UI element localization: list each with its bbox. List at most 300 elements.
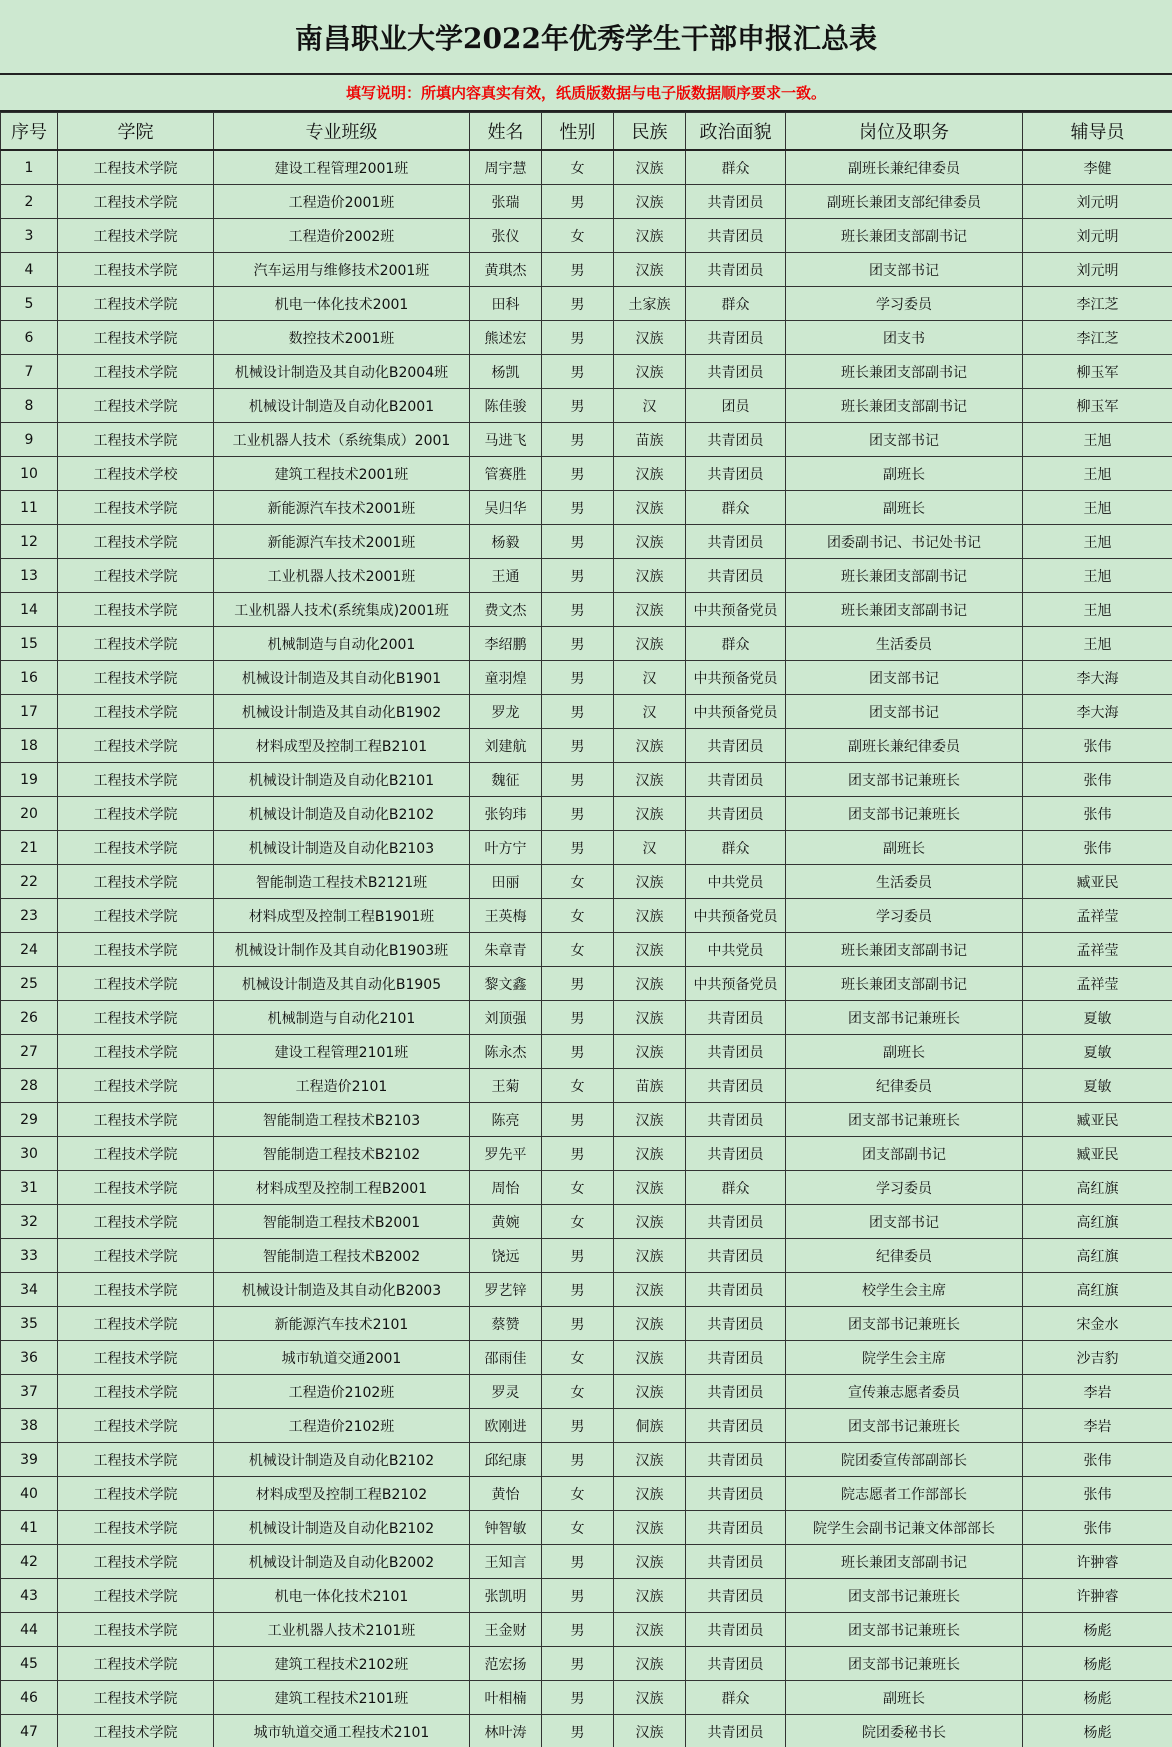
cell-index[interactable]: 38 — [1, 1409, 58, 1443]
cell-political-status[interactable]: 共青团员 — [686, 1375, 786, 1409]
cell-index[interactable]: 47 — [1, 1715, 58, 1747]
cell-counselor[interactable]: 许翀睿 — [1023, 1545, 1172, 1579]
cell-college[interactable]: 工程技术学院 — [58, 1171, 214, 1205]
cell-counselor[interactable]: 宋金水 — [1023, 1307, 1172, 1341]
cell-index[interactable]: 3 — [1, 219, 58, 253]
cell-index[interactable]: 18 — [1, 729, 58, 763]
cell-ethnicity[interactable]: 汉族 — [614, 1511, 686, 1545]
cell-index[interactable]: 23 — [1, 899, 58, 933]
cell-counselor[interactable]: 王旭 — [1023, 627, 1172, 661]
cell-major-class[interactable]: 机械设计制造及自动化B2002 — [214, 1545, 470, 1579]
cell-major-class[interactable]: 建设工程管理2101班 — [214, 1035, 470, 1069]
cell-counselor[interactable]: 张伟 — [1023, 1443, 1172, 1477]
cell-name[interactable]: 费文杰 — [470, 593, 542, 627]
cell-index[interactable]: 31 — [1, 1171, 58, 1205]
cell-gender[interactable]: 男 — [542, 593, 614, 627]
cell-ethnicity[interactable]: 汉族 — [614, 1579, 686, 1613]
cell-ethnicity[interactable]: 汉 — [614, 831, 686, 865]
cell-ethnicity[interactable]: 汉族 — [614, 899, 686, 933]
cell-major-class[interactable]: 城市轨道交通2001 — [214, 1341, 470, 1375]
cell-major-class[interactable]: 工程造价2102班 — [214, 1409, 470, 1443]
cell-political-status[interactable]: 共青团员 — [686, 1001, 786, 1035]
cell-index[interactable]: 12 — [1, 525, 58, 559]
cell-position[interactable]: 副班长兼团支部纪律委员 — [786, 185, 1023, 219]
cell-position[interactable]: 班长兼团支部副书记 — [786, 355, 1023, 389]
cell-index[interactable]: 8 — [1, 389, 58, 423]
cell-political-status[interactable]: 共青团员 — [686, 219, 786, 253]
cell-name[interactable]: 王金财 — [470, 1613, 542, 1647]
cell-ethnicity[interactable]: 汉族 — [614, 1273, 686, 1307]
cell-political-status[interactable]: 共青团员 — [686, 321, 786, 355]
cell-gender[interactable]: 男 — [542, 1001, 614, 1035]
cell-position[interactable]: 班长兼团支部副书记 — [786, 219, 1023, 253]
cell-name[interactable]: 张仪 — [470, 219, 542, 253]
cell-name[interactable]: 钟智敏 — [470, 1511, 542, 1545]
cell-position[interactable]: 副班长 — [786, 457, 1023, 491]
cell-counselor[interactable]: 孟祥莹 — [1023, 933, 1172, 967]
cell-major-class[interactable]: 建设工程管理2001班 — [214, 150, 470, 185]
cell-political-status[interactable]: 共青团员 — [686, 1069, 786, 1103]
cell-counselor[interactable]: 张伟 — [1023, 1477, 1172, 1511]
cell-name[interactable]: 罗艺锌 — [470, 1273, 542, 1307]
cell-political-status[interactable]: 共青团员 — [686, 1545, 786, 1579]
cell-major-class[interactable]: 材料成型及控制工程B2102 — [214, 1477, 470, 1511]
cell-index[interactable]: 16 — [1, 661, 58, 695]
cell-college[interactable]: 工程技术学院 — [58, 967, 214, 1001]
cell-major-class[interactable]: 工程造价2102班 — [214, 1375, 470, 1409]
cell-position[interactable]: 团支部书记兼班长 — [786, 797, 1023, 831]
cell-ethnicity[interactable]: 汉 — [614, 389, 686, 423]
cell-gender[interactable]: 男 — [542, 1137, 614, 1171]
cell-index[interactable]: 36 — [1, 1341, 58, 1375]
cell-position[interactable]: 院团委宣传部副部长 — [786, 1443, 1023, 1477]
cell-gender[interactable]: 男 — [542, 1715, 614, 1747]
cell-major-class[interactable]: 机械设计制造及自动化B2102 — [214, 1443, 470, 1477]
cell-major-class[interactable]: 机械设计制造及其自动化B1901 — [214, 661, 470, 695]
cell-major-class[interactable]: 建筑工程技术2001班 — [214, 457, 470, 491]
cell-political-status[interactable]: 共青团员 — [686, 1205, 786, 1239]
cell-index[interactable]: 10 — [1, 457, 58, 491]
cell-gender[interactable]: 女 — [542, 1341, 614, 1375]
cell-name[interactable]: 蔡赞 — [470, 1307, 542, 1341]
cell-major-class[interactable]: 工程造价2001班 — [214, 185, 470, 219]
cell-index[interactable]: 34 — [1, 1273, 58, 1307]
cell-position[interactable]: 副班长 — [786, 831, 1023, 865]
cell-college[interactable]: 工程技术学院 — [58, 1137, 214, 1171]
cell-counselor[interactable]: 杨彪 — [1023, 1613, 1172, 1647]
cell-major-class[interactable]: 机械设计制造及其自动化B1905 — [214, 967, 470, 1001]
cell-ethnicity[interactable]: 汉族 — [614, 933, 686, 967]
cell-position[interactable]: 团支部书记兼班长 — [786, 1001, 1023, 1035]
cell-index[interactable]: 27 — [1, 1035, 58, 1069]
cell-gender[interactable]: 女 — [542, 1375, 614, 1409]
cell-major-class[interactable]: 机械设计制造及自动化B2101 — [214, 763, 470, 797]
cell-major-class[interactable]: 机电一体化技术2101 — [214, 1579, 470, 1613]
cell-ethnicity[interactable]: 汉族 — [614, 1613, 686, 1647]
cell-counselor[interactable]: 王旭 — [1023, 559, 1172, 593]
cell-name[interactable]: 黄琪杰 — [470, 253, 542, 287]
cell-ethnicity[interactable]: 汉族 — [614, 185, 686, 219]
cell-college[interactable]: 工程技术学院 — [58, 1273, 214, 1307]
cell-ethnicity[interactable]: 汉族 — [614, 1205, 686, 1239]
cell-position[interactable]: 班长兼团支部副书记 — [786, 593, 1023, 627]
cell-position[interactable]: 校学生会主席 — [786, 1273, 1023, 1307]
cell-name[interactable]: 欧刚进 — [470, 1409, 542, 1443]
cell-index[interactable]: 29 — [1, 1103, 58, 1137]
cell-political-status[interactable]: 群众 — [686, 287, 786, 321]
cell-major-class[interactable]: 智能制造工程技术B2102 — [214, 1137, 470, 1171]
cell-gender[interactable]: 男 — [542, 1613, 614, 1647]
cell-political-status[interactable]: 群众 — [686, 1171, 786, 1205]
cell-position[interactable]: 团支部书记兼班长 — [786, 1103, 1023, 1137]
cell-counselor[interactable]: 张伟 — [1023, 729, 1172, 763]
cell-college[interactable]: 工程技术学院 — [58, 1715, 214, 1747]
cell-counselor[interactable]: 孟祥莹 — [1023, 967, 1172, 1001]
cell-position[interactable]: 副班长兼纪律委员 — [786, 150, 1023, 185]
cell-political-status[interactable]: 共青团员 — [686, 1137, 786, 1171]
cell-ethnicity[interactable]: 汉族 — [614, 1035, 686, 1069]
cell-major-class[interactable]: 建筑工程技术2101班 — [214, 1681, 470, 1715]
cell-college[interactable]: 工程技术学院 — [58, 1341, 214, 1375]
cell-name[interactable]: 张瑞 — [470, 185, 542, 219]
cell-name[interactable]: 管赛胜 — [470, 457, 542, 491]
cell-political-status[interactable]: 共青团员 — [686, 253, 786, 287]
cell-counselor[interactable]: 王旭 — [1023, 593, 1172, 627]
cell-college[interactable]: 工程技术学院 — [58, 1307, 214, 1341]
cell-college[interactable]: 工程技术学院 — [58, 389, 214, 423]
cell-position[interactable]: 团委副书记、书记处书记 — [786, 525, 1023, 559]
cell-counselor[interactable]: 李江芝 — [1023, 321, 1172, 355]
cell-college[interactable]: 工程技术学院 — [58, 423, 214, 457]
cell-name[interactable]: 叶方宁 — [470, 831, 542, 865]
cell-major-class[interactable]: 机械设计制作及其自动化B1903班 — [214, 933, 470, 967]
cell-position[interactable]: 宣传兼志愿者委员 — [786, 1375, 1023, 1409]
cell-college[interactable]: 工程技术学院 — [58, 1579, 214, 1613]
cell-political-status[interactable]: 中共党员 — [686, 933, 786, 967]
cell-gender[interactable]: 女 — [542, 1171, 614, 1205]
cell-name[interactable]: 黄婉 — [470, 1205, 542, 1239]
cell-counselor[interactable]: 王旭 — [1023, 525, 1172, 559]
cell-name[interactable]: 刘建航 — [470, 729, 542, 763]
cell-college[interactable]: 工程技术学院 — [58, 1205, 214, 1239]
cell-name[interactable]: 王通 — [470, 559, 542, 593]
cell-name[interactable]: 杨毅 — [470, 525, 542, 559]
cell-political-status[interactable]: 共青团员 — [686, 729, 786, 763]
cell-index[interactable]: 45 — [1, 1647, 58, 1681]
cell-index[interactable]: 42 — [1, 1545, 58, 1579]
cell-political-status[interactable]: 共青团员 — [686, 1715, 786, 1747]
cell-gender[interactable]: 男 — [542, 1443, 614, 1477]
cell-position[interactable]: 院学生会主席 — [786, 1341, 1023, 1375]
cell-ethnicity[interactable]: 汉族 — [614, 1239, 686, 1273]
cell-gender[interactable]: 女 — [542, 1205, 614, 1239]
cell-major-class[interactable]: 机械设计制造及其自动化B1902 — [214, 695, 470, 729]
cell-gender[interactable]: 女 — [542, 1477, 614, 1511]
cell-college[interactable]: 工程技术学院 — [58, 355, 214, 389]
cell-counselor[interactable]: 李岩 — [1023, 1375, 1172, 1409]
cell-name[interactable]: 黎文鑫 — [470, 967, 542, 1001]
cell-counselor[interactable]: 刘元明 — [1023, 219, 1172, 253]
cell-gender[interactable]: 女 — [542, 899, 614, 933]
cell-position[interactable]: 团支部书记兼班长 — [786, 1579, 1023, 1613]
cell-ethnicity[interactable]: 汉族 — [614, 1715, 686, 1747]
cell-counselor[interactable]: 王旭 — [1023, 423, 1172, 457]
cell-name[interactable]: 杨凯 — [470, 355, 542, 389]
cell-college[interactable]: 工程技术学院 — [58, 899, 214, 933]
cell-counselor[interactable]: 夏敏 — [1023, 1069, 1172, 1103]
cell-name[interactable]: 马进飞 — [470, 423, 542, 457]
cell-position[interactable]: 班长兼团支部副书记 — [786, 389, 1023, 423]
cell-counselor[interactable]: 臧亚民 — [1023, 1103, 1172, 1137]
cell-college[interactable]: 工程技术学院 — [58, 1477, 214, 1511]
cell-counselor[interactable]: 杨彪 — [1023, 1681, 1172, 1715]
cell-ethnicity[interactable]: 汉族 — [614, 321, 686, 355]
cell-index[interactable]: 5 — [1, 287, 58, 321]
cell-ethnicity[interactable]: 汉族 — [614, 797, 686, 831]
cell-ethnicity[interactable]: 汉族 — [614, 1103, 686, 1137]
cell-counselor[interactable]: 臧亚民 — [1023, 865, 1172, 899]
cell-political-status[interactable]: 群众 — [686, 627, 786, 661]
cell-major-class[interactable]: 机电一体化技术2001 — [214, 287, 470, 321]
cell-college[interactable]: 工程技术学院 — [58, 627, 214, 661]
cell-position[interactable]: 院学生会副书记兼文体部部长 — [786, 1511, 1023, 1545]
cell-gender[interactable]: 男 — [542, 1307, 614, 1341]
cell-index[interactable]: 13 — [1, 559, 58, 593]
cell-gender[interactable]: 男 — [542, 1035, 614, 1069]
cell-counselor[interactable]: 刘元明 — [1023, 253, 1172, 287]
cell-counselor[interactable]: 李岩 — [1023, 1409, 1172, 1443]
cell-college[interactable]: 工程技术学院 — [58, 831, 214, 865]
cell-gender[interactable]: 男 — [542, 1681, 614, 1715]
cell-ethnicity[interactable]: 汉族 — [614, 763, 686, 797]
cell-college[interactable]: 工程技术学院 — [58, 185, 214, 219]
cell-counselor[interactable]: 张伟 — [1023, 763, 1172, 797]
cell-name[interactable]: 饶远 — [470, 1239, 542, 1273]
cell-major-class[interactable]: 机械设计制造及其自动化B2003 — [214, 1273, 470, 1307]
cell-gender[interactable]: 男 — [542, 1273, 614, 1307]
cell-index[interactable]: 19 — [1, 763, 58, 797]
cell-college[interactable]: 工程技术学院 — [58, 559, 214, 593]
cell-position[interactable]: 团支部书记兼班长 — [786, 1647, 1023, 1681]
cell-political-status[interactable]: 共青团员 — [686, 457, 786, 491]
cell-political-status[interactable]: 共青团员 — [686, 1341, 786, 1375]
cell-position[interactable]: 副班长 — [786, 1681, 1023, 1715]
cell-college[interactable]: 工程技术学院 — [58, 1613, 214, 1647]
cell-index[interactable]: 17 — [1, 695, 58, 729]
cell-gender[interactable]: 男 — [542, 185, 614, 219]
cell-gender[interactable]: 女 — [542, 150, 614, 185]
cell-gender[interactable]: 男 — [542, 559, 614, 593]
cell-college[interactable]: 工程技术学院 — [58, 1409, 214, 1443]
cell-college[interactable]: 工程技术学院 — [58, 1511, 214, 1545]
cell-counselor[interactable]: 许翀睿 — [1023, 1579, 1172, 1613]
cell-index[interactable]: 11 — [1, 491, 58, 525]
cell-index[interactable]: 35 — [1, 1307, 58, 1341]
cell-counselor[interactable]: 臧亚民 — [1023, 1137, 1172, 1171]
cell-ethnicity[interactable]: 汉 — [614, 661, 686, 695]
cell-position[interactable]: 生活委员 — [786, 627, 1023, 661]
cell-political-status[interactable]: 共青团员 — [686, 355, 786, 389]
cell-index[interactable]: 7 — [1, 355, 58, 389]
cell-gender[interactable]: 男 — [542, 661, 614, 695]
cell-college[interactable]: 工程技术学院 — [58, 321, 214, 355]
cell-gender[interactable]: 男 — [542, 457, 614, 491]
cell-major-class[interactable]: 机械制造与自动化2001 — [214, 627, 470, 661]
cell-major-class[interactable]: 工程造价2101 — [214, 1069, 470, 1103]
cell-position[interactable]: 班长兼团支部副书记 — [786, 1545, 1023, 1579]
cell-college[interactable]: 工程技术学院 — [58, 593, 214, 627]
cell-index[interactable]: 26 — [1, 1001, 58, 1035]
cell-major-class[interactable]: 工业机器人技术2101班 — [214, 1613, 470, 1647]
cell-ethnicity[interactable]: 汉族 — [614, 525, 686, 559]
cell-political-status[interactable]: 共青团员 — [686, 763, 786, 797]
cell-name[interactable]: 童羽煌 — [470, 661, 542, 695]
cell-political-status[interactable]: 共青团员 — [686, 1239, 786, 1273]
cell-name[interactable]: 邱纪康 — [470, 1443, 542, 1477]
cell-major-class[interactable]: 机械制造与自动化2101 — [214, 1001, 470, 1035]
cell-index[interactable]: 20 — [1, 797, 58, 831]
cell-gender[interactable]: 女 — [542, 1069, 614, 1103]
cell-ethnicity[interactable]: 汉族 — [614, 1443, 686, 1477]
cell-gender[interactable]: 男 — [542, 695, 614, 729]
cell-college[interactable]: 工程技术学院 — [58, 1239, 214, 1273]
cell-college[interactable]: 工程技术学院 — [58, 253, 214, 287]
cell-ethnicity[interactable]: 苗族 — [614, 1069, 686, 1103]
cell-political-status[interactable]: 群众 — [686, 1681, 786, 1715]
cell-position[interactable]: 院志愿者工作部部长 — [786, 1477, 1023, 1511]
cell-ethnicity[interactable]: 汉族 — [614, 1545, 686, 1579]
cell-major-class[interactable]: 数控技术2001班 — [214, 321, 470, 355]
cell-index[interactable]: 4 — [1, 253, 58, 287]
cell-position[interactable]: 团支部书记 — [786, 695, 1023, 729]
cell-position[interactable]: 团支部书记兼班长 — [786, 1409, 1023, 1443]
cell-college[interactable]: 工程技术学院 — [58, 219, 214, 253]
cell-major-class[interactable]: 机械设计制造及自动化B2103 — [214, 831, 470, 865]
cell-position[interactable]: 副班长 — [786, 491, 1023, 525]
cell-counselor[interactable]: 王旭 — [1023, 491, 1172, 525]
cell-ethnicity[interactable]: 苗族 — [614, 423, 686, 457]
cell-name[interactable]: 魏征 — [470, 763, 542, 797]
cell-gender[interactable]: 男 — [542, 389, 614, 423]
cell-name[interactable]: 范宏扬 — [470, 1647, 542, 1681]
cell-index[interactable]: 6 — [1, 321, 58, 355]
cell-college[interactable]: 工程技术学院 — [58, 1001, 214, 1035]
cell-name[interactable]: 王知言 — [470, 1545, 542, 1579]
cell-index[interactable]: 32 — [1, 1205, 58, 1239]
cell-name[interactable]: 田科 — [470, 287, 542, 321]
cell-major-class[interactable]: 机械设计制造及其自动化B2004班 — [214, 355, 470, 389]
cell-major-class[interactable]: 智能制造工程技术B2121班 — [214, 865, 470, 899]
cell-index[interactable]: 14 — [1, 593, 58, 627]
cell-name[interactable]: 刘顶强 — [470, 1001, 542, 1035]
cell-ethnicity[interactable]: 汉族 — [614, 253, 686, 287]
cell-ethnicity[interactable]: 汉族 — [614, 729, 686, 763]
cell-position[interactable]: 学习委员 — [786, 287, 1023, 321]
cell-counselor[interactable]: 高红旗 — [1023, 1239, 1172, 1273]
cell-name[interactable]: 张钧玮 — [470, 797, 542, 831]
cell-major-class[interactable]: 新能源汽车技术2001班 — [214, 525, 470, 559]
cell-name[interactable]: 周怡 — [470, 1171, 542, 1205]
cell-gender[interactable]: 男 — [542, 1103, 614, 1137]
cell-index[interactable]: 43 — [1, 1579, 58, 1613]
cell-political-status[interactable]: 共青团员 — [686, 185, 786, 219]
cell-ethnicity[interactable]: 汉族 — [614, 491, 686, 525]
cell-major-class[interactable]: 机械设计制造及自动化B2102 — [214, 1511, 470, 1545]
cell-major-class[interactable]: 工程造价2002班 — [214, 219, 470, 253]
cell-political-status[interactable]: 共青团员 — [686, 1443, 786, 1477]
cell-major-class[interactable]: 城市轨道交通工程技术2101 — [214, 1715, 470, 1747]
cell-counselor[interactable]: 张伟 — [1023, 797, 1172, 831]
cell-counselor[interactable]: 李江芝 — [1023, 287, 1172, 321]
cell-major-class[interactable]: 材料成型及控制工程B2101 — [214, 729, 470, 763]
cell-position[interactable]: 团支部书记 — [786, 253, 1023, 287]
cell-counselor[interactable]: 夏敏 — [1023, 1035, 1172, 1069]
cell-gender[interactable]: 男 — [542, 797, 614, 831]
cell-position[interactable]: 班长兼团支部副书记 — [786, 967, 1023, 1001]
cell-index[interactable]: 28 — [1, 1069, 58, 1103]
cell-counselor[interactable]: 李大海 — [1023, 661, 1172, 695]
cell-index[interactable]: 9 — [1, 423, 58, 457]
cell-college[interactable]: 工程技术学院 — [58, 1647, 214, 1681]
cell-counselor[interactable]: 李大海 — [1023, 695, 1172, 729]
cell-college[interactable]: 工程技术学院 — [58, 491, 214, 525]
cell-gender[interactable]: 男 — [542, 287, 614, 321]
cell-ethnicity[interactable]: 汉族 — [614, 1171, 686, 1205]
cell-ethnicity[interactable]: 汉族 — [614, 1477, 686, 1511]
cell-ethnicity[interactable]: 汉族 — [614, 865, 686, 899]
cell-major-class[interactable]: 工业机器人技术2001班 — [214, 559, 470, 593]
cell-counselor[interactable]: 王旭 — [1023, 457, 1172, 491]
cell-name[interactable]: 叶相楠 — [470, 1681, 542, 1715]
cell-college[interactable]: 工程技术学校 — [58, 457, 214, 491]
cell-political-status[interactable]: 共青团员 — [686, 1103, 786, 1137]
cell-position[interactable]: 学习委员 — [786, 899, 1023, 933]
cell-ethnicity[interactable]: 汉族 — [614, 1341, 686, 1375]
cell-name[interactable]: 黄怡 — [470, 1477, 542, 1511]
cell-political-status[interactable]: 共青团员 — [686, 797, 786, 831]
cell-index[interactable]: 25 — [1, 967, 58, 1001]
cell-major-class[interactable]: 新能源汽车技术2001班 — [214, 491, 470, 525]
cell-position[interactable]: 班长兼团支部副书记 — [786, 933, 1023, 967]
cell-political-status[interactable]: 共青团员 — [686, 1273, 786, 1307]
cell-counselor[interactable]: 高红旗 — [1023, 1171, 1172, 1205]
cell-counselor[interactable]: 沙吉豹 — [1023, 1341, 1172, 1375]
cell-college[interactable]: 工程技术学院 — [58, 1681, 214, 1715]
cell-college[interactable]: 工程技术学院 — [58, 525, 214, 559]
cell-name[interactable]: 陈亮 — [470, 1103, 542, 1137]
cell-position[interactable]: 团支部书记兼班长 — [786, 1613, 1023, 1647]
cell-gender[interactable]: 男 — [542, 491, 614, 525]
cell-position[interactable]: 副班长兼纪律委员 — [786, 729, 1023, 763]
cell-ethnicity[interactable]: 汉族 — [614, 355, 686, 389]
cell-index[interactable]: 15 — [1, 627, 58, 661]
cell-college[interactable]: 工程技术学院 — [58, 933, 214, 967]
cell-name[interactable]: 朱章青 — [470, 933, 542, 967]
cell-gender[interactable]: 男 — [542, 1409, 614, 1443]
cell-political-status[interactable]: 共青团员 — [686, 1409, 786, 1443]
cell-political-status[interactable]: 共青团员 — [686, 1613, 786, 1647]
cell-ethnicity[interactable]: 汉族 — [614, 1137, 686, 1171]
cell-name[interactable]: 周宇慧 — [470, 150, 542, 185]
cell-gender[interactable]: 男 — [542, 1239, 614, 1273]
cell-college[interactable]: 工程技术学院 — [58, 1545, 214, 1579]
cell-college[interactable]: 工程技术学院 — [58, 695, 214, 729]
cell-political-status[interactable]: 共青团员 — [686, 1307, 786, 1341]
cell-counselor[interactable]: 夏敏 — [1023, 1001, 1172, 1035]
cell-ethnicity[interactable]: 汉族 — [614, 593, 686, 627]
cell-political-status[interactable]: 中共预备党员 — [686, 593, 786, 627]
cell-counselor[interactable]: 孟祥莹 — [1023, 899, 1172, 933]
